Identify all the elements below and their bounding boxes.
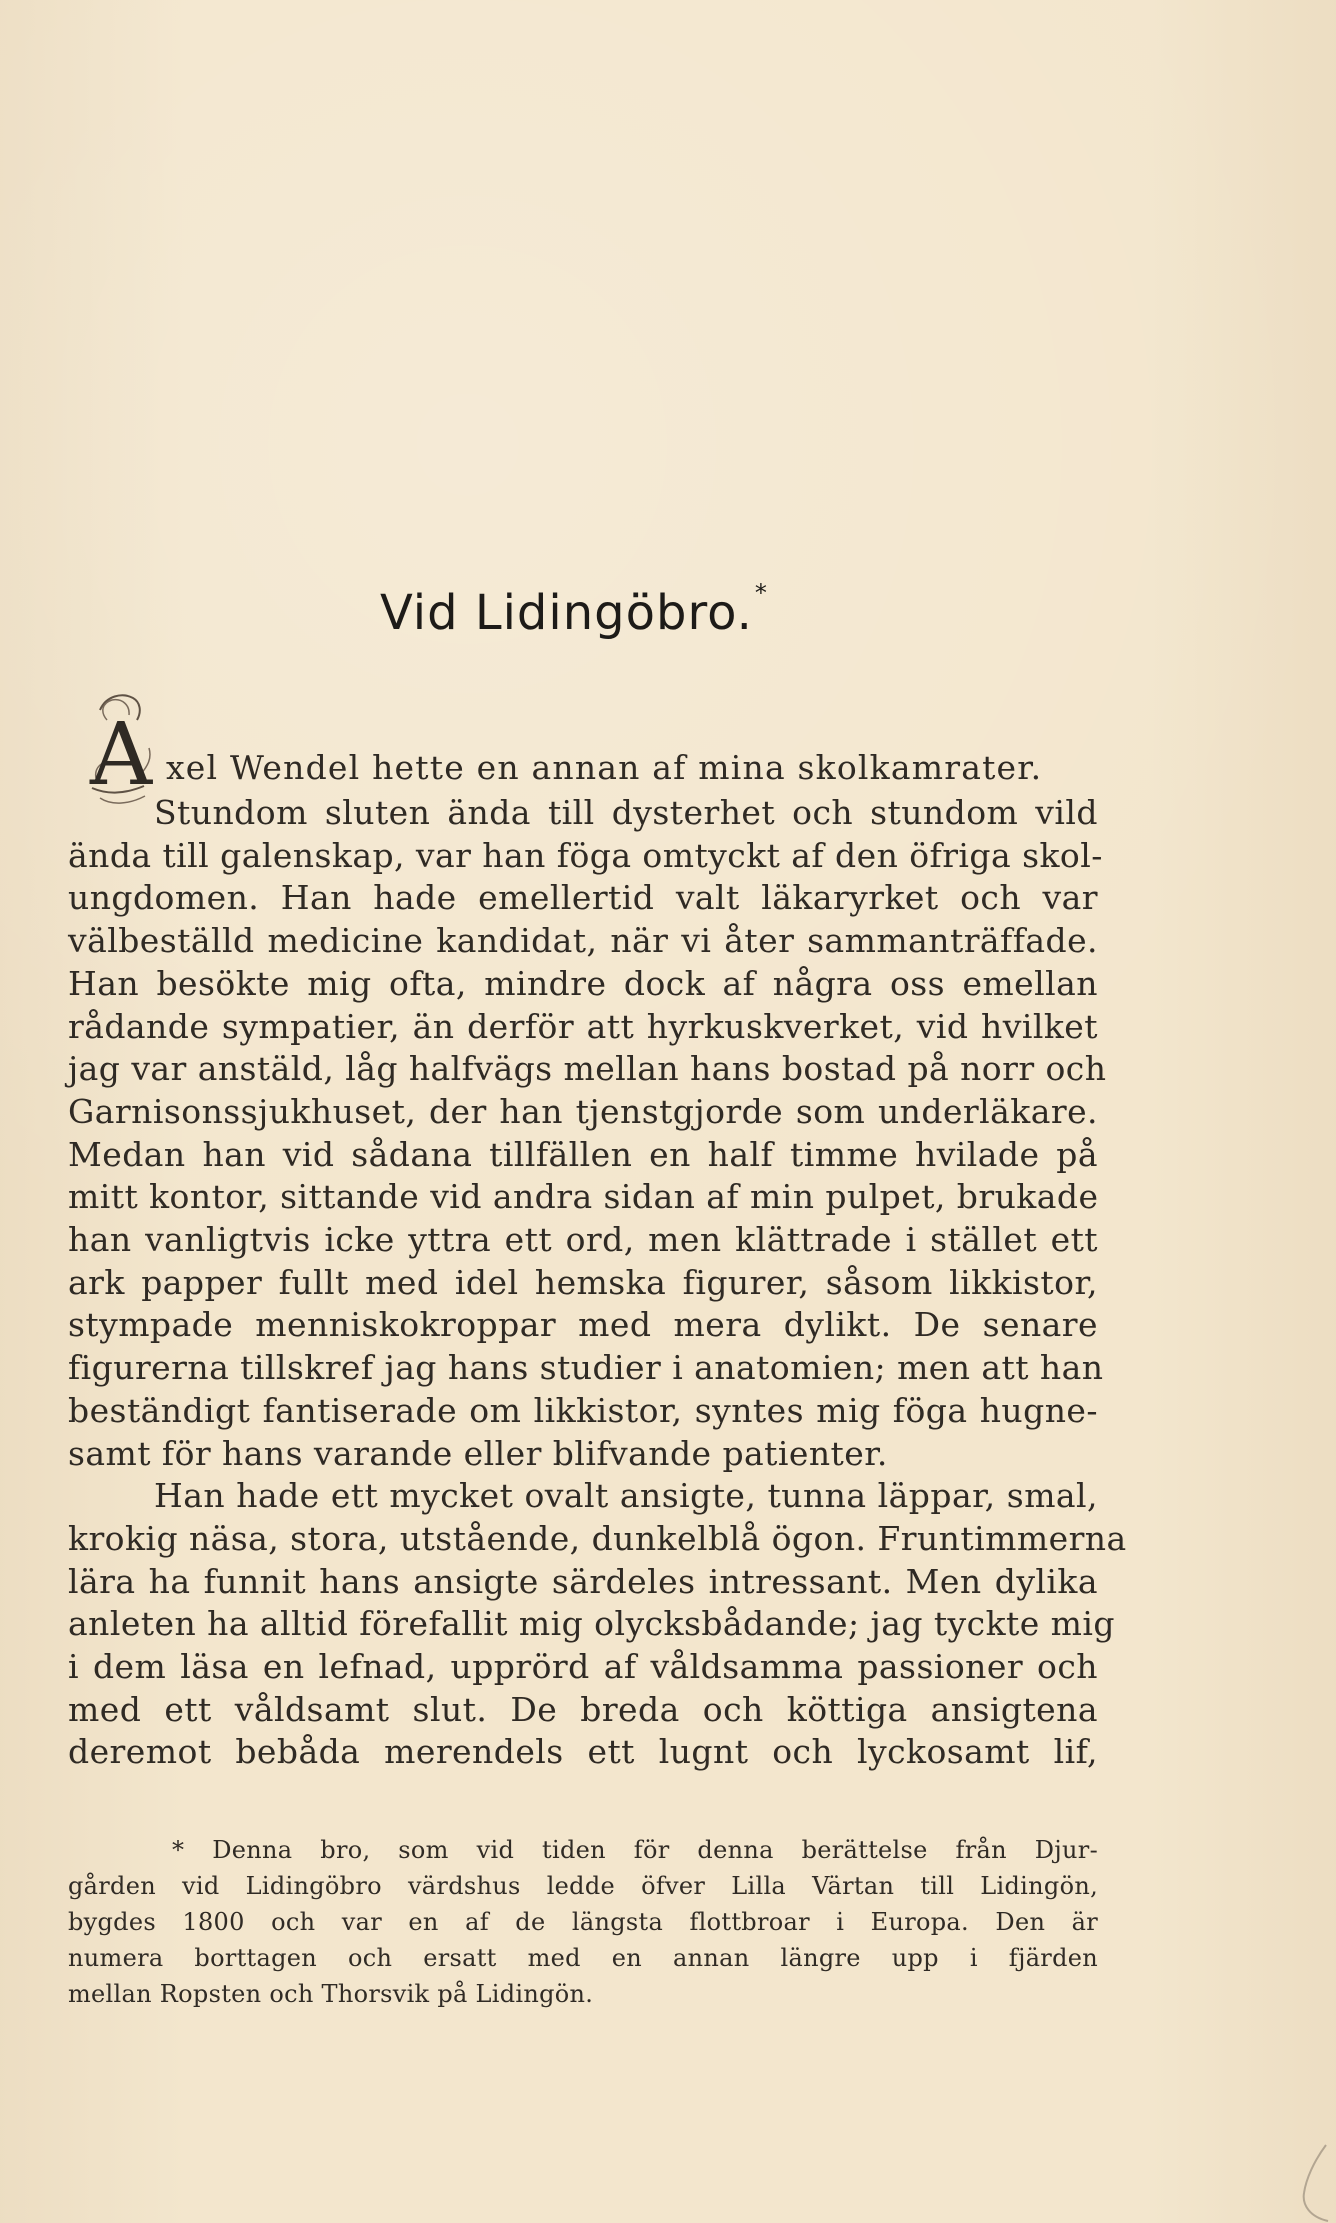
text-line: ända till galenskap, var han föga omtyckt af den öfriga skol- <box>68 835 1103 875</box>
text-line: ark papper fullt med idel hemska figurer, såsom likkistor, <box>68 1262 1098 1302</box>
initial-letter: A <box>90 705 153 805</box>
chapter-title <box>380 579 768 641</box>
text-line: Han besökte mig ofta, mindre dock af några oss emellan <box>68 963 1098 1003</box>
opening-line: xel Wendel hette en annan af mina skolkamrater. <box>166 748 1043 787</box>
text-line: Stundom sluten ända till dysterhet och stundom vild <box>154 793 1098 832</box>
title-footnote-marker: * <box>754 579 768 607</box>
text-line: lära ha funnit hans ansigte särdeles intressant. Men dylika <box>68 1561 1098 1601</box>
text-line: Han hade ett mycket ovalt ansigte, tunna läppar, smal, <box>154 1476 1098 1516</box>
text-line: i dem läsa en lefnad, upprörd af våldsamma passioner och <box>68 1647 1098 1687</box>
main-text <box>68 792 1127 1774</box>
text-line: Garnisonssjukhuset, der han tjenstgjorde som underläkare. <box>68 1091 1098 1131</box>
text-line: med ett våldsamt slut. De breda och köttiga ansigtena <box>68 1689 1098 1729</box>
text-line: Medan han vid sådana tillfällen en half timme hvilade på <box>68 1134 1098 1174</box>
footnote-line: numera borttagen och ersatt med en annan längre upp i fjärden <box>68 1944 1098 1972</box>
text-line: krokig näsa, stora, utstående, dunkelblå ögon. Fruntimmerna <box>68 1518 1127 1558</box>
text-line: deremot bebåda merendels ett lugnt och lyckosamt lif, <box>68 1732 1098 1772</box>
text-line: ungdomen. Han hade emellertid valt läkaryrket och var <box>68 878 1098 918</box>
text-line: välbeställd medicine kandidat, när vi åter sammanträffade. <box>68 921 1098 961</box>
text-line: han vanligtvis icke yttra ett ord, men klättrade i stället ett <box>68 1220 1098 1260</box>
chapter-title-text: Vid Lidingöbro. <box>380 585 753 641</box>
text-line: anleten ha alltid förefallit mig olycksbådande; jag tyckte mig <box>68 1604 1115 1644</box>
footnote <box>68 1832 1098 2012</box>
page-corner-mark <box>1286 2143 1336 2223</box>
footnote-line: mellan Ropsten och Thorsvik på Lidingön. <box>68 1980 594 2008</box>
text-line: samt för hans varande eller blifvande patienter. <box>68 1433 888 1473</box>
text-line: mitt kontor, sittande vid andra sidan af min pulpet, brukade <box>68 1177 1099 1217</box>
text-line: stympade menniskokroppar med mera dylikt. De senare <box>68 1305 1098 1345</box>
text-line: rådande sympatier, än derför att hyrkuskverket, vid hvilket <box>68 1006 1098 1046</box>
footnote-line: * Denna bro, som vid tiden för denna berättelse från Djur- <box>172 1836 1098 1864</box>
text-line: figurerna tillskref jag hans studier i anatomien; men att han <box>68 1348 1104 1388</box>
footnote-line: gården vid Lidingöbro värdshus ledde öfver Lilla Värtan till Lidingön, <box>68 1872 1098 1900</box>
text-line: beständigt fantiserade om likkistor, syntes mig föga hugne- <box>68 1390 1098 1430</box>
footnote-line: bygdes 1800 och var en af de längsta flottbroar i Europa. Den är <box>68 1908 1098 1936</box>
text-line: jag var anstäld, låg halfvägs mellan hans bostad på norr och <box>68 1049 1107 1089</box>
